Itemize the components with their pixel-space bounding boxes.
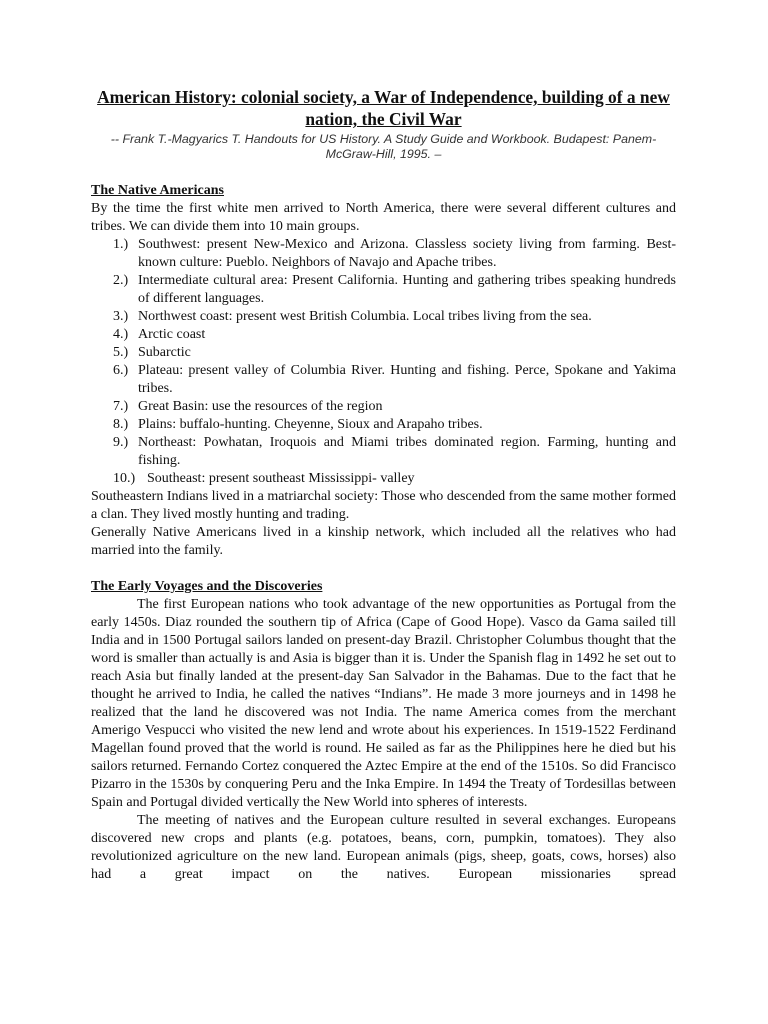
- section2-paragraph-voyages: The first European nations who took advantage of the new opportunities as Portugal from the early 1450s. Diaz rounded the southern tip of Africa (Cape of Good Hope). Vasco da Gama sailed till India and in 1500 Portugal sailors landed on present-day Brazil. Christopher Columbus thought that the word is smaller than actually is and Asia is bigger than it is. Under the Spanish flag in 1492 he set out to reach Asia but finally landed at the present-day San Salvador in the Bahamas. Due to the fact that he thought he arrived to India, he called the natives “Indians”. He made 3 more journeys and in 1498 he realized that the land he discovered was not India. The name America comes from the merchant Amerigo Vespucci who visited the new lend and wrote about his experiences. In 1519-1522 Ferdinand Magellan found proved that the world is round. He sailed as far as the Philippines here he died but his sailors returned. Fernando Cortez conquered the Aztec Empire at the end of the 1510s. So did Francisco Pizarro in the 1530s by conquering Peru and the Inka Empire. In 1494 the Treaty of Tordesillas between Spain and Portugal divided vertically the New World into spheres of interests.: [91, 597, 676, 810]
- list-item: [91, 434, 676, 470]
- list-item-number: 7.): [113, 399, 129, 414]
- list-item-text: Southwest: present New-Mexico and Arizona. Classless society living from farming. Best-known culture: Pueblo. Neighbors of Navajo and Apache tribes.: [138, 237, 676, 270]
- list-item-number: 4.): [113, 327, 129, 342]
- list-item-text: Subarctic: [138, 345, 191, 360]
- list-item: [91, 272, 676, 308]
- list-item-text: Northwest coast: present west British Columbia. Local tribes living from the sea.: [138, 309, 592, 324]
- list-item-number: 9.): [113, 435, 129, 450]
- list-item: [91, 344, 676, 362]
- section-heading-native-americans: The Native Americans: [91, 183, 224, 198]
- list-item-number: 1.): [113, 237, 129, 252]
- list-item-number: 3.): [113, 309, 129, 324]
- list-item: [91, 236, 676, 272]
- list-item: [91, 398, 676, 416]
- section-heading-early-voyages: The Early Voyages and the Discoveries: [91, 579, 323, 594]
- list-item: [91, 470, 676, 488]
- section1-paragraph-kinship: Generally Native Americans lived in a kinship network, which included all the relatives who had married into the family.: [91, 525, 676, 558]
- native-groups-list: [91, 236, 676, 488]
- section2-paragraph-exchanges: The meeting of natives and the European culture resulted in several exchanges. Europeans discovered new crops and plants (e.g. potatoes, beans, corn, pumpkin, tomatoes). They also revolutionized agriculture on the new land. European animals (pigs, sheep, goats, cows, horses) also had a great impact on the natives. European missionaries spread: [91, 813, 676, 882]
- list-item-text: Intermediate cultural area: Present California. Hunting and gathering tribes speaking hundreds of different languages.: [138, 273, 676, 306]
- list-item: [91, 308, 676, 326]
- list-item-text: Great Basin: use the resources of the region: [138, 399, 383, 414]
- list-item-number: 8.): [113, 417, 129, 432]
- list-item: [91, 362, 676, 398]
- list-item: [91, 416, 676, 434]
- document-title: American History: colonial society, a War of Independence, building of a new nation, the Civil War: [97, 87, 670, 129]
- list-item-text: Northeast: Powhatan, Iroquois and Miami tribes dominated region. Farming, hunting and fishing.: [138, 435, 676, 468]
- section1-intro: By the time the first white men arrived to North America, there were several different cultures and tribes. We can divide them into 10 main groups.: [91, 201, 676, 234]
- list-item-number: 6.): [113, 363, 129, 378]
- list-item-number: 5.): [113, 345, 129, 360]
- document-page: [91, 86, 676, 884]
- section1-paragraph-matriarchal: Southeastern Indians lived in a matriarchal society: Those who descended from the same mother formed a clan. They lived mostly hunting and trading.: [91, 489, 676, 522]
- list-item-text: Southeast: present southeast Mississippi- valley: [147, 471, 415, 486]
- list-item: [91, 326, 676, 344]
- list-item-number: 2.): [113, 273, 129, 288]
- list-item-text: Arctic coast: [138, 327, 206, 342]
- document-citation: -- Frank T.-Magyarics T. Handouts for US History. A Study Guide and Workbook. Budapest: Panem-McGraw-Hill, 1995. –: [110, 132, 657, 161]
- section-spacer: [91, 560, 676, 578]
- list-item-text: Plains: buffalo-hunting. Cheyenne, Sioux and Arapaho tribes.: [138, 417, 483, 432]
- list-item-number: 10.): [113, 471, 136, 486]
- list-item-text: Plateau: present valley of Columbia River. Hunting and fishing. Perce, Spokane and Yakima tribes.: [138, 363, 676, 396]
